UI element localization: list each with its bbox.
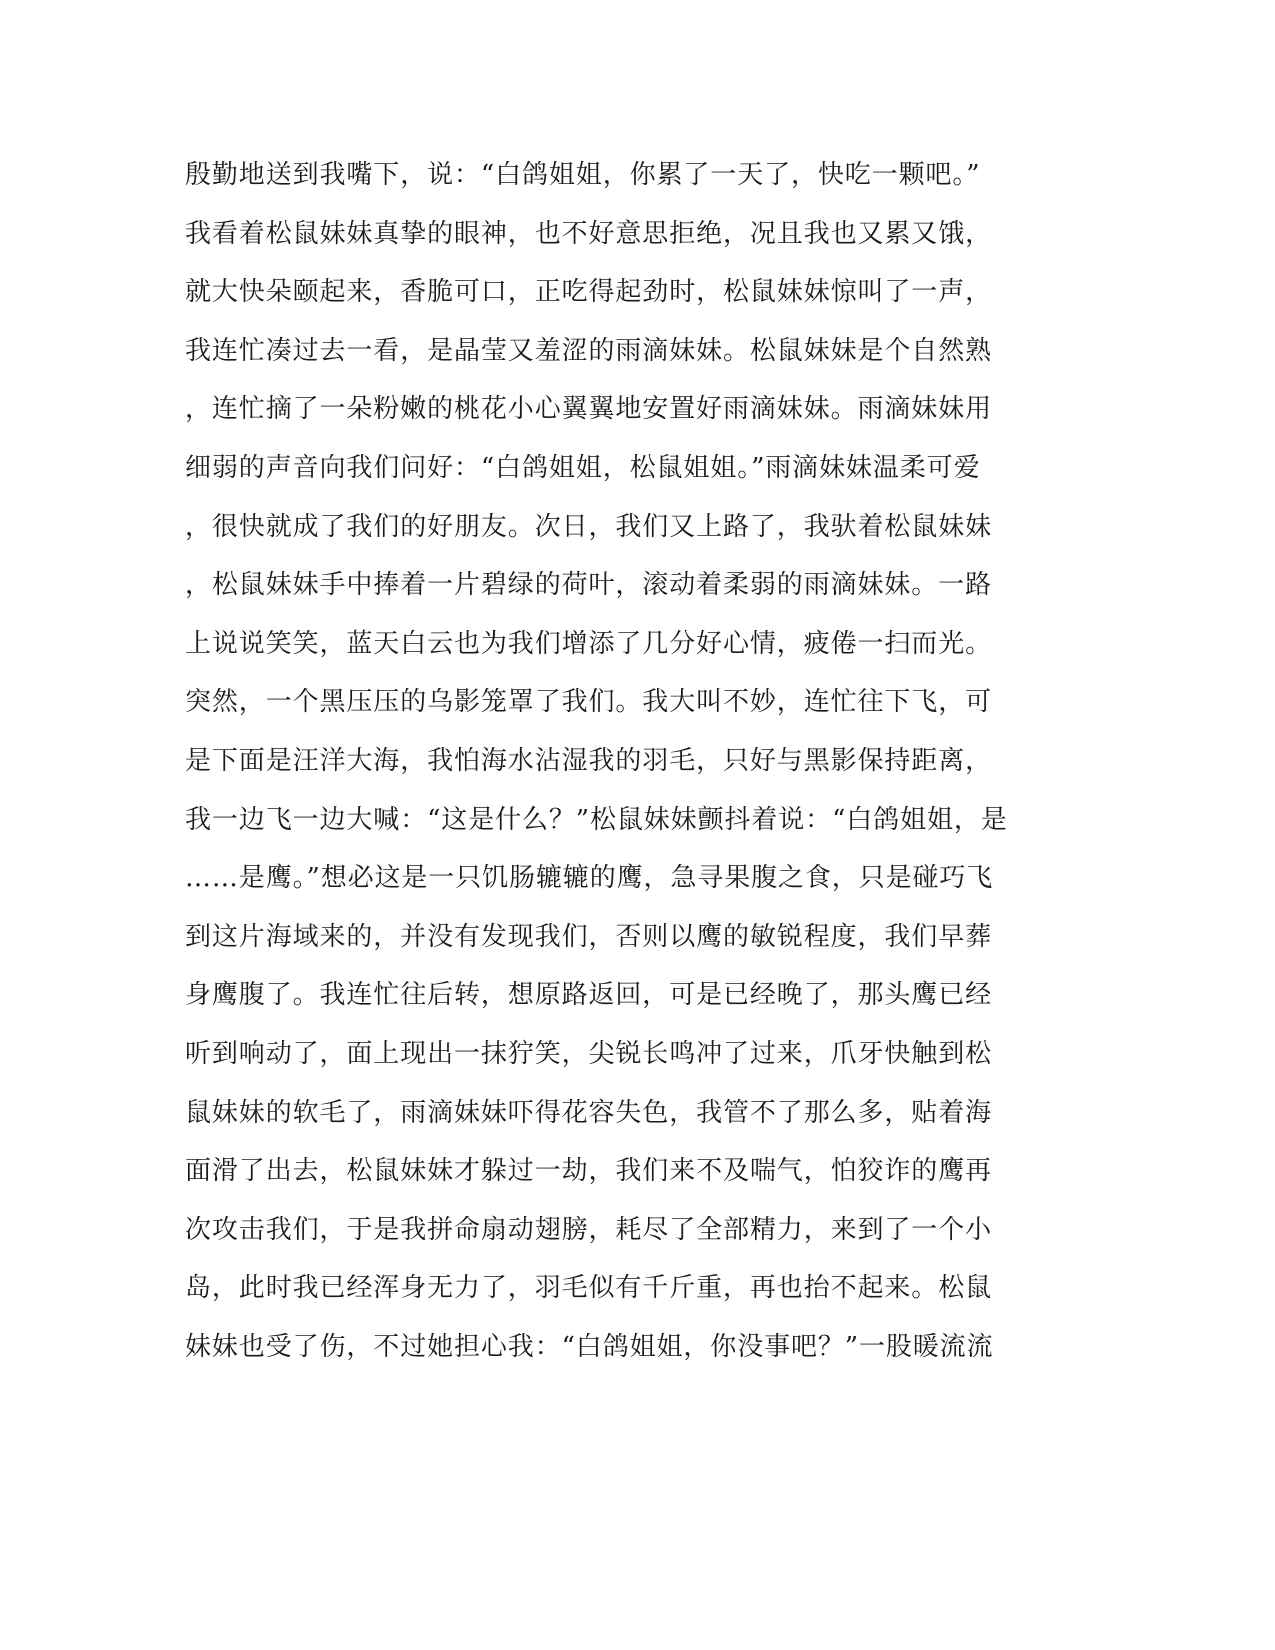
text-line: 上说说笑笑，蓝天白云也为我们增添了几分好心情，疲倦一扫而光。 — [185, 628, 993, 659]
body-text — [185, 155, 1035, 1385]
text-line: 妹妹也受了伤，不过她担心我：“白鸽姐姐，你没事吧？”一股暖流流 — [185, 1331, 994, 1362]
text-line: 是下面是汪洋大海，我怕海水沾湿我的羽毛，只好与黑影保持距离， — [185, 745, 993, 776]
text-line: 次攻击我们，于是我拼命扇动翅膀，耗尽了全部精力，来到了一个小 — [185, 1214, 993, 1245]
text-line: 我看着松鼠妹妹真挚的眼神，也不好意思拒绝，况且我也又累又饿， — [185, 218, 993, 249]
text-line: ，很快就成了我们的好朋友。次日，我们又上路了，我驮着松鼠妹妹 — [185, 511, 993, 542]
text-line: 就大快朵颐起来，香脆可口，正吃得起劲时，松鼠妹妹惊叫了一声， — [185, 277, 993, 308]
text-line: ……是鹰。”想必这是一只饥肠辘辘的鹰，急寻果腹之食，只是碰巧飞 — [185, 863, 994, 894]
text-line: ，连忙摘了一朵粉嫩的桃花小心翼翼地安置好雨滴妹妹。雨滴妹妹用 — [185, 394, 993, 425]
text-line: 到这片海域来的，并没有发现我们，否则以鹰的敏锐程度，我们早葬 — [185, 921, 993, 952]
text-line: 面滑了出去，松鼠妹妹才躲过一劫，我们来不及喘气，怕狡诈的鹰再 — [185, 1156, 993, 1187]
text-line: 我连忙凑过去一看，是晶莹又羞涩的雨滴妹妹。松鼠妹妹是个自然熟 — [185, 335, 993, 366]
text-line: 突然，一个黑压压的乌影笼罩了我们。我大叫不妙，连忙往下飞，可 — [185, 687, 993, 718]
text-line: 岛，此时我已经浑身无力了，羽毛似有千斤重，再也抬不起来。松鼠 — [185, 1273, 993, 1304]
text-line: 鼠妹妹的软毛了，雨滴妹妹吓得花容失色，我管不了那么多，贴着海 — [185, 1097, 993, 1128]
text-line: 我一边飞一边大喊：“这是什么？”松鼠妹妹颤抖着说：“白鸽姐姐，是 — [185, 804, 1008, 835]
text-line: 听到响动了，面上现出一抹狞笑，尖锐长鸣冲了过来，爪牙快触到松 — [185, 1038, 993, 1069]
text-line: 身鹰腹了。我连忙往后转，想原路返回，可是已经晚了，那头鹰已经 — [185, 980, 993, 1011]
text-line: ，松鼠妹妹手中捧着一片碧绿的荷叶，滚动着柔弱的雨滴妹妹。一路 — [185, 570, 993, 601]
text-line: 细弱的声音向我们问好：“白鸽姐姐，松鼠姐姐。”雨滴妹妹温柔可爱 — [185, 452, 981, 483]
text-line: 殷勤地送到我嘴下，说：“白鸽姐姐，你累了一天了，快吃一颗吧。” — [185, 160, 981, 190]
